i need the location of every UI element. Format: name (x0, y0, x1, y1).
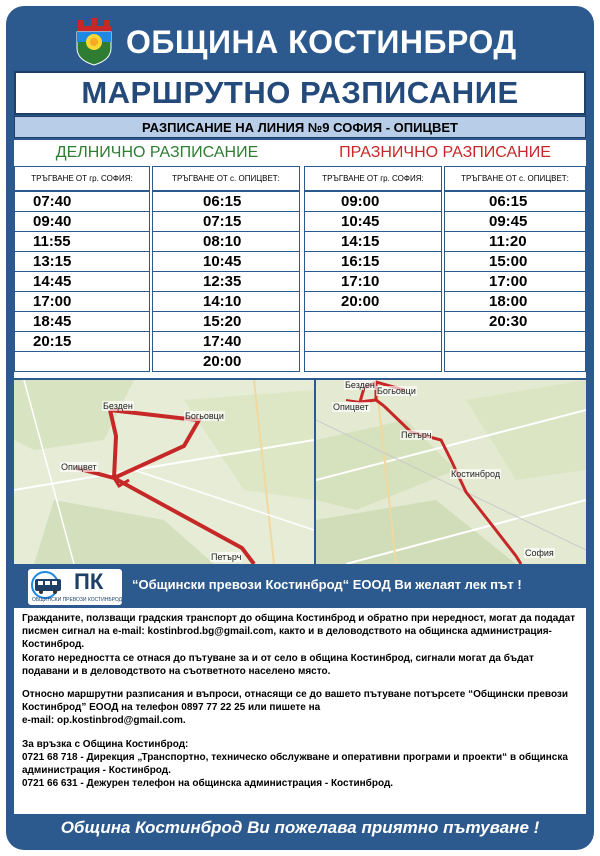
departure-time: 17:00 (15, 292, 149, 312)
departure-time: 20:15 (15, 332, 149, 352)
empty-cell (445, 332, 585, 352)
route-subtitle: РАЗПИСАНИЕ НА ЛИНИЯ №9 СОФИЯ - ОПИЦВЕТ (14, 116, 586, 138)
departure-time: 14:45 (15, 272, 149, 292)
map-label: Богьовци (185, 411, 224, 421)
departure-time: 17:00 (445, 272, 585, 292)
departure-time: 17:10 (305, 272, 441, 292)
departure-time: 07:15 (153, 212, 299, 232)
departure-time: 17:40 (153, 332, 299, 352)
weekday-schedule-label: ДЕЛНИЧНО РАЗПИСАНИЕ (55, 144, 259, 161)
column-header: ТРЪГВАНЕ ОТ с. ОПИЦВЕТ: (445, 166, 585, 192)
departure-time: 06:15 (445, 192, 585, 212)
map-detail-graphic (14, 380, 314, 564)
route-map-overview (316, 380, 586, 564)
departure-time: 18:00 (445, 292, 585, 312)
company-banner (14, 566, 586, 608)
company-logo (28, 569, 122, 605)
empty-cell (305, 352, 441, 372)
departure-time: 08:10 (153, 232, 299, 252)
empty-cell (445, 352, 585, 372)
departure-time: 15:00 (445, 252, 585, 272)
schedule-table (14, 140, 586, 378)
info-phone: 0721 68 718 - Дирекция „Транспортно, техническо обслужване и оперативни програми и проекти“ в общинска администрация - Костинброд. (22, 751, 568, 777)
coat-of-arms-icon (74, 18, 114, 66)
footer-message: Община Костинброд Ви пожелава приятно пътуване ! (60, 818, 540, 837)
info-paragraph: Гражданите, ползващи градския транспорт до община Костинброд и обратно при нередност, могат да подадат писмен сигнал на e-mail: kostinbrod.bg@gmail.com, както и в деловодството на общинска администрация- Костинброд. (22, 613, 576, 651)
column-header: ТРЪГВАНЕ ОТ гр. СОФИЯ: (305, 166, 441, 192)
departure-time: 14:15 (305, 232, 441, 252)
departure-time: 09:00 (305, 192, 441, 212)
bus-icon (31, 571, 73, 599)
departure-time: 18:45 (15, 312, 149, 332)
column-header: ТРЪГВАНЕ ОТ с. ОПИЦВЕТ: (153, 166, 299, 192)
departure-time: 10:45 (153, 252, 299, 272)
departure-time: 11:55 (15, 232, 149, 252)
page-title (14, 71, 586, 115)
departure-time: 13:15 (15, 252, 149, 272)
departure-time: 06:15 (153, 192, 299, 212)
map-label: Богьовци (377, 386, 416, 396)
map-label: Опицвет (61, 462, 97, 472)
column-header: ТРЪГВАНЕ ОТ гр. СОФИЯ: (15, 166, 149, 192)
departure-time: 20:00 (153, 352, 299, 372)
map-label: София (525, 548, 554, 558)
departure-time: 14:10 (153, 292, 299, 312)
info-email: e-mail: op.kostinbrod@gmail.com. (22, 715, 186, 727)
municipality-name: ОБЩИНА КОСТИНБРОД (126, 24, 517, 60)
logo-subtext: ОБЩИНСКИ ПРЕВОЗИ КОСТИНБРОД (32, 597, 123, 603)
map-label: Костинброд (451, 469, 501, 479)
departure-time: 16:15 (305, 252, 441, 272)
departure-time: 09:40 (15, 212, 149, 232)
departure-time: 11:20 (445, 232, 585, 252)
info-paragraph: Когато нередността се отнася до пътуване за и от село в община Костинброд, сигнали могат да бъдат подавани и в деловодството на съответното населено място. (22, 652, 534, 677)
logo-text: ПК (74, 569, 104, 594)
weekday-from-opitsvet-column (152, 166, 300, 372)
map-label: Опицвет (333, 402, 369, 412)
departure-time: 20:00 (305, 292, 441, 312)
route-map-detail (14, 380, 314, 564)
map-label: Петърч (401, 430, 432, 440)
holiday-schedule-label: ПРАЗНИЧНО РАЗПИСАНИЕ (339, 144, 551, 161)
empty-cell (15, 352, 149, 372)
departure-time: 15:20 (153, 312, 299, 332)
map-label: Безден (345, 380, 375, 390)
empty-cell (305, 332, 441, 352)
departure-time: 20:30 (445, 312, 585, 332)
info-paragraph: Относно маршрутни разписания и въпроси, отнасящи се до вашето пътуване потърсете “Общински превози Костинброд” ЕООД на телефон 0897 77 22 25 или пишете на (22, 689, 569, 714)
company-greeting: “Общински превози Костинброд“ ЕООД Ви желаят лек път ! (132, 577, 522, 592)
departure-time: 12:35 (153, 272, 299, 292)
info-phone: 0721 66 631 - Дежурен телефон на общинска администрация - Костинброд. (22, 778, 394, 790)
departure-time: 07:40 (15, 192, 149, 212)
holiday-from-sofia-column (304, 166, 442, 372)
holiday-from-opitsvet-column (444, 166, 586, 372)
info-panel (14, 608, 586, 814)
page-title-text: МАРШРУТНО РАЗПИСАНИЕ (81, 75, 519, 110)
empty-cell (305, 312, 441, 332)
departure-time: 10:45 (305, 212, 441, 232)
weekday-from-sofia-column (14, 166, 150, 372)
info-contact-heading: За връзка с Община Костинброд: (22, 738, 189, 750)
map-label: Безден (103, 401, 133, 411)
departure-time: 09:45 (445, 212, 585, 232)
route-maps (14, 380, 586, 564)
header (14, 16, 586, 68)
map-label: Петърч (211, 552, 242, 562)
